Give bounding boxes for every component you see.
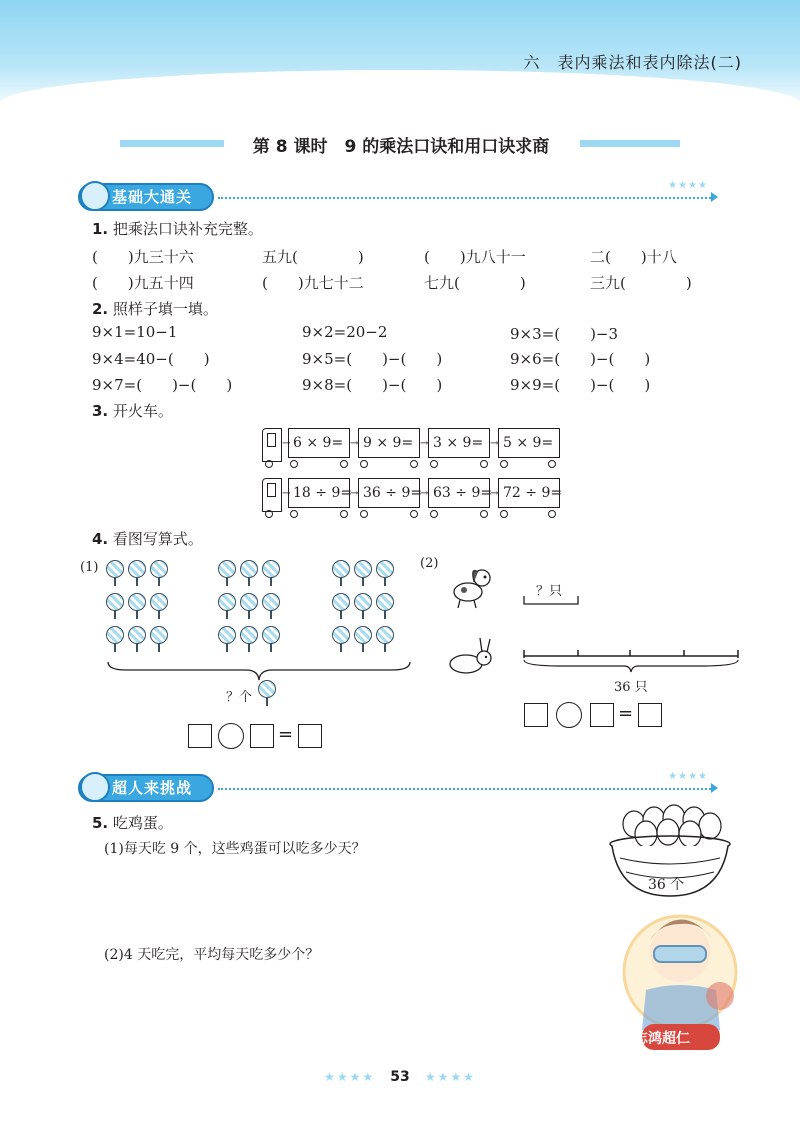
q1-item: ( )九七十二 bbox=[262, 274, 364, 292]
coupler-icon: → bbox=[282, 488, 291, 499]
q1-item: ( )九八十一 bbox=[424, 248, 526, 266]
equals-sign: = bbox=[278, 724, 294, 745]
q4-heading bbox=[92, 528, 203, 549]
lesson-title: 第 8 课时 9 的乘法口诀和用口诀求商 bbox=[252, 137, 550, 157]
arrow-icon bbox=[711, 192, 718, 202]
train-car: 6 × 9= bbox=[288, 428, 350, 458]
lollipop-icon bbox=[150, 560, 168, 586]
wheel bbox=[548, 460, 556, 468]
q2-text: 照样子填一填。 bbox=[112, 300, 218, 318]
header-curve bbox=[0, 70, 800, 130]
q2-item: 9×2=20−2 bbox=[302, 323, 388, 341]
page-footer bbox=[0, 1066, 800, 1085]
operator-circle[interactable] bbox=[556, 702, 582, 728]
lollipop-icon bbox=[376, 626, 394, 652]
stars-icon: ★★★★ bbox=[424, 1070, 476, 1084]
stars-icon: ★★★★ bbox=[668, 180, 708, 191]
q4-part2-question: ？只 bbox=[536, 584, 563, 599]
train-car: 72 ÷ 9= bbox=[498, 478, 560, 508]
wheel bbox=[340, 510, 348, 518]
dotted-line bbox=[218, 788, 714, 790]
mascot-label: 志鸿超仁 bbox=[634, 1031, 690, 1047]
coupler-icon: → bbox=[420, 488, 429, 499]
stars-icon: ★★★★ bbox=[324, 1070, 376, 1084]
q1-text: 把乘法口诀补充完整。 bbox=[112, 220, 263, 238]
lollipop-icon bbox=[240, 626, 258, 652]
q2-number: 2. bbox=[92, 300, 109, 318]
wheel bbox=[430, 510, 438, 518]
brace-bracket bbox=[106, 660, 412, 682]
wheel bbox=[410, 460, 418, 468]
coupler-icon: → bbox=[282, 438, 291, 449]
q1-item: 二( )十八 bbox=[590, 248, 677, 266]
train-car: 9 × 9= bbox=[358, 428, 420, 458]
lollipop-icon bbox=[262, 626, 280, 652]
equals-sign: = bbox=[618, 703, 634, 724]
lollipop-icon bbox=[128, 560, 146, 586]
wheel bbox=[480, 510, 488, 518]
train-car: 3 × 9= bbox=[428, 428, 490, 458]
lollipop-icon bbox=[354, 626, 372, 652]
q1-item: 五九( ) bbox=[262, 248, 364, 266]
basket-label: 36 个 bbox=[648, 877, 685, 893]
answer-box[interactable] bbox=[524, 703, 548, 727]
wheel bbox=[265, 460, 273, 468]
superhero-icon bbox=[80, 772, 110, 802]
page-number: 53 bbox=[390, 1069, 410, 1085]
wheel bbox=[500, 510, 508, 518]
q2-item: 9×8=( )−( ) bbox=[302, 376, 443, 394]
q3-text: 开火车。 bbox=[112, 402, 173, 420]
coupler-icon: → bbox=[420, 438, 429, 449]
q4-part1-label: (1) bbox=[80, 560, 99, 575]
answer-box[interactable] bbox=[298, 724, 322, 748]
coupler-icon: → bbox=[490, 438, 499, 449]
wheel bbox=[360, 460, 368, 468]
train-1 bbox=[262, 428, 562, 470]
lollipop-icon bbox=[218, 593, 236, 619]
coupler-icon: → bbox=[350, 488, 359, 499]
locomotive bbox=[262, 478, 282, 512]
q2-heading bbox=[92, 298, 218, 319]
lollipop-icon bbox=[240, 593, 258, 619]
lollipop-icon bbox=[128, 626, 146, 652]
wheel bbox=[430, 460, 438, 468]
lesson-bar-left bbox=[120, 140, 224, 147]
q1-heading bbox=[92, 218, 263, 239]
dog-icon bbox=[440, 562, 500, 610]
q3-number: 3. bbox=[92, 402, 109, 420]
wheel bbox=[360, 510, 368, 518]
coupler-icon: → bbox=[490, 488, 499, 499]
lesson-bar-right bbox=[580, 140, 680, 147]
q2-item: 9×9=( )−( ) bbox=[510, 376, 651, 394]
lollipop-icon bbox=[332, 560, 350, 586]
q3-heading bbox=[92, 400, 173, 421]
q1-item: ( )九五十四 bbox=[92, 274, 194, 292]
operator-circle[interactable] bbox=[218, 723, 244, 749]
section-title: 基础大通关 bbox=[112, 188, 193, 206]
lollipop-icon bbox=[218, 626, 236, 652]
answer-box[interactable] bbox=[188, 724, 212, 748]
lollipop-icon bbox=[150, 593, 168, 619]
lollipop-icon bbox=[376, 560, 394, 586]
locomotive bbox=[262, 428, 282, 462]
q2-item: 9×7=( )−( ) bbox=[92, 376, 233, 394]
train-2 bbox=[262, 478, 562, 520]
answer-box[interactable] bbox=[250, 724, 274, 748]
wheel bbox=[500, 460, 508, 468]
lollipop-icon bbox=[106, 626, 124, 652]
q5-heading bbox=[92, 812, 173, 833]
rocket-icon bbox=[80, 181, 110, 211]
lollipop-icon bbox=[332, 593, 350, 619]
lollipop-icon bbox=[262, 560, 280, 586]
coupler-icon: → bbox=[350, 438, 359, 449]
lollipop-icon bbox=[262, 593, 280, 619]
rabbit-icon bbox=[444, 636, 500, 676]
lollipop-icon bbox=[240, 560, 258, 586]
lollipop-icon bbox=[332, 626, 350, 652]
q1-item: 七九( ) bbox=[424, 274, 526, 292]
q1-item: ( )九三十六 bbox=[92, 248, 194, 266]
lollipop-icon bbox=[258, 680, 276, 706]
q4-text: 看图写算式。 bbox=[112, 530, 203, 548]
lollipop-icon bbox=[128, 593, 146, 619]
q4-part2-label: (2) bbox=[420, 556, 439, 571]
stars-icon: ★★★★ bbox=[668, 771, 708, 782]
lollipop-icon bbox=[354, 560, 372, 586]
chapter-title: 六 表内乘法和表内除法(二) bbox=[523, 53, 742, 72]
q2-item: 9×3=( )−3 bbox=[510, 325, 619, 343]
wheel bbox=[410, 510, 418, 518]
q4-number: 4. bbox=[92, 530, 109, 548]
q2-item: 9×1=10−1 bbox=[92, 323, 178, 341]
wheel bbox=[340, 460, 348, 468]
q2-item: 9×6=( )−( ) bbox=[510, 350, 651, 368]
q1-item: 三九( ) bbox=[590, 274, 692, 292]
q5-text: 吃鸡蛋。 bbox=[112, 814, 173, 832]
train-car: 36 ÷ 9= bbox=[358, 478, 420, 508]
q4-part1-question: ？个 bbox=[226, 690, 253, 705]
lesson-banner bbox=[120, 132, 680, 157]
wheel bbox=[290, 510, 298, 518]
dotted-line bbox=[218, 197, 714, 199]
q2-item: 9×5=( )−( ) bbox=[302, 350, 443, 368]
section-title: 超人来挑战 bbox=[112, 779, 193, 797]
lollipop-icon bbox=[150, 626, 168, 652]
wheel bbox=[480, 460, 488, 468]
train-car: 18 ÷ 9= bbox=[288, 478, 350, 508]
answer-box[interactable] bbox=[590, 703, 614, 727]
q2-item: 9×4=40−( ) bbox=[92, 350, 210, 368]
segment-bar bbox=[522, 648, 742, 674]
section-basic-header bbox=[78, 180, 718, 213]
answer-box[interactable] bbox=[638, 703, 662, 727]
lollipop-icon bbox=[354, 593, 372, 619]
lollipop-icon bbox=[218, 560, 236, 586]
q5-sub1: (1)每天吃 9 个，这些鸡蛋可以吃多少天？ bbox=[104, 841, 366, 857]
lollipop-icon bbox=[376, 593, 394, 619]
train-car: 63 ÷ 9= bbox=[428, 478, 490, 508]
bracket-part bbox=[522, 594, 682, 608]
train-car: 5 × 9= bbox=[498, 428, 560, 458]
wheel bbox=[265, 510, 273, 518]
wheel bbox=[290, 460, 298, 468]
q5-number: 5. bbox=[92, 814, 109, 832]
q1-number: 1. bbox=[92, 220, 109, 238]
q5-sub2: (2)4 天吃完，平均每天吃多少个？ bbox=[104, 947, 320, 963]
lollipop-icon bbox=[106, 560, 124, 586]
lollipop-icon bbox=[106, 593, 124, 619]
arrow-icon bbox=[711, 783, 718, 793]
wheel bbox=[548, 510, 556, 518]
q4-part2-total: 36 只 bbox=[614, 680, 648, 695]
